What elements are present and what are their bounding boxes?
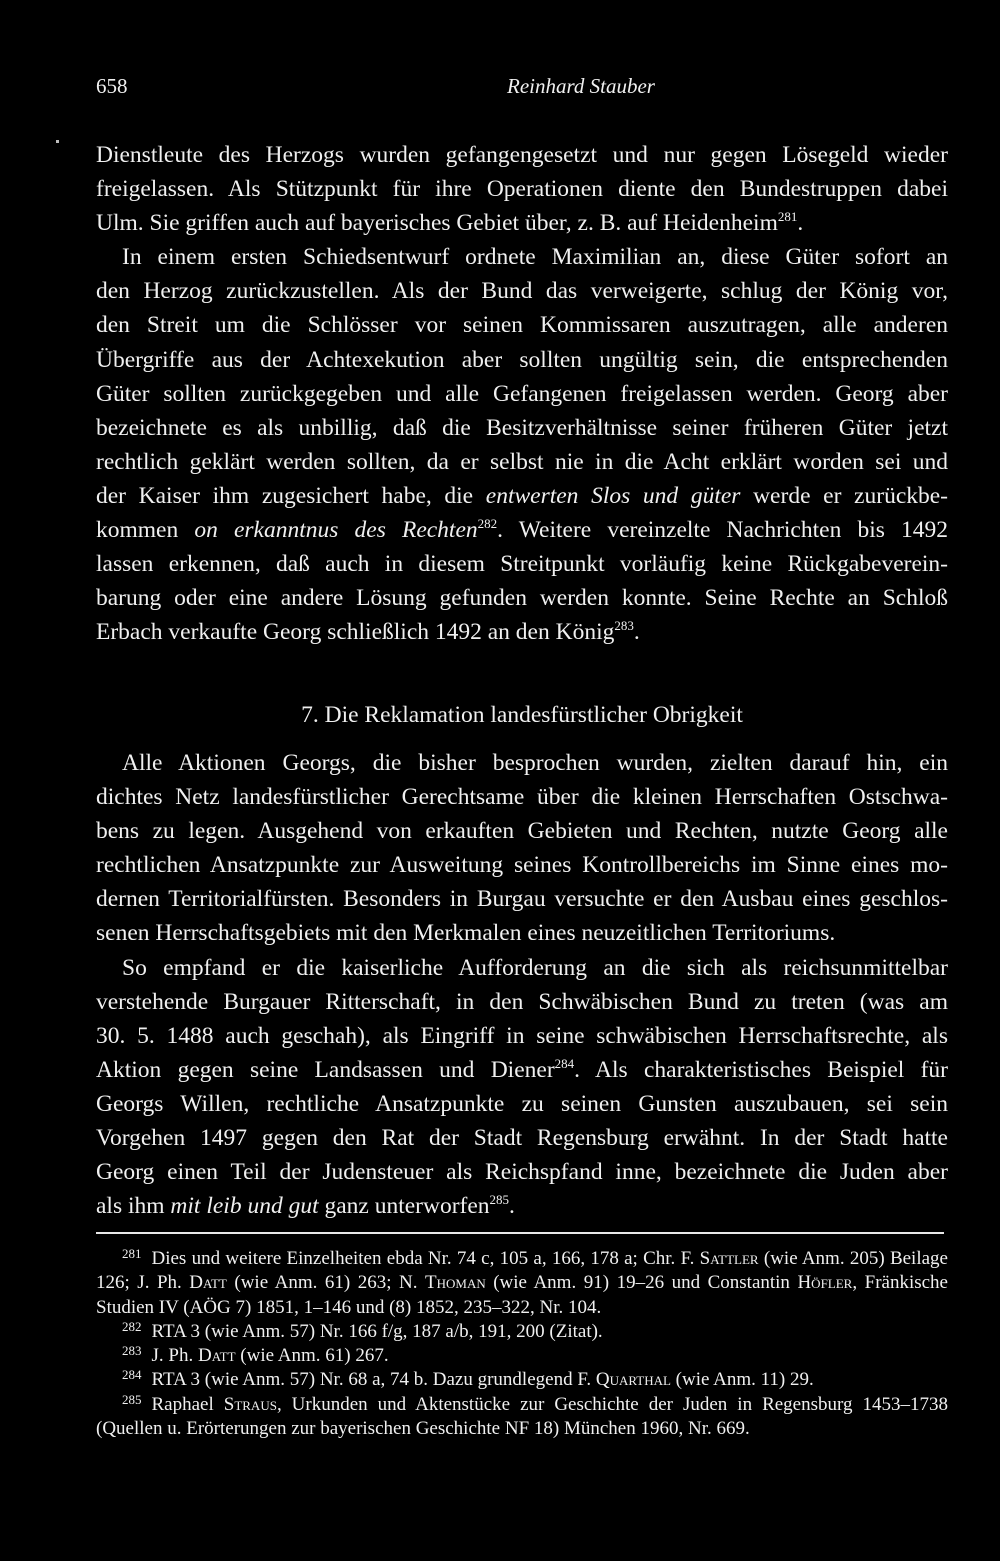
text-run: werde er zurückbe-: [740, 482, 949, 509]
footnote-text: , Fränkische Studien IV (AÖG 7) 1851, 1–146 und (8) 1852, 235–322, Nr. 104.: [96, 1272, 948, 1318]
page-number: 658: [96, 74, 128, 98]
scan-speck: [56, 140, 59, 143]
footnote-text: Dies und weitere Einzelheiten ebda Nr. 74 c, 105 a, 166, 178 a; Chr. F.: [151, 1248, 700, 1269]
author-name: Thoman: [425, 1272, 486, 1294]
text-line: Vorgehen 1497 gegen den Rat der Stadt Regensburg erwähnt. In der Stadt hatte: [96, 1125, 948, 1152]
author-name: Höfler: [797, 1272, 853, 1294]
footnote-text: (wie Anm. 61) 267.: [235, 1345, 389, 1367]
paragraph-1: [96, 138, 948, 240]
text-line: bens zu legen. Ausgehend von erkauften Gebieten und Rechten, nutzte Georg alle: [96, 818, 948, 845]
footnotes: [96, 1247, 948, 1441]
text-line: rechtlichen Ansatzpunkte zur Ausweitung seines Kontrollbereichs im Sinne eines mo-: [96, 852, 948, 879]
text-run: .: [797, 210, 804, 237]
footnote-282: 282 RTA 3 (wie Anm. 57) Nr. 166 f/g, 187 a/b, 191, 200 (Zitat).: [122, 1318, 603, 1342]
footnote-text: (wie Anm. 11) 29.: [670, 1369, 814, 1391]
author-name: Datt: [197, 1345, 236, 1367]
footnote-text: , Urkunden und Aktenstücke zur Geschichte der Juden in Regensburg 1453–1738 (Quellen u. Erörterungen zur bayerischen Geschichte NF 18) München 1960, Nr. 669.: [96, 1393, 948, 1440]
text-line: Güter sollten zurückgegeben und alle Gefangenen freigelassen werden. Georg aber: [96, 380, 948, 407]
author-name: Sattler: [699, 1248, 759, 1269]
footnote-text: J. Ph.: [151, 1345, 198, 1367]
footnote-text: (wie Anm. 205) Beilage 126; J. Ph.: [96, 1248, 948, 1294]
footnote-text: (wie Anm. 91) 19–26 und Constantin: [485, 1272, 798, 1294]
footnote-text: (wie Anm. 61) 263; N.: [226, 1272, 425, 1294]
text-line: In einem ersten Schiedsentwurf ordnete Maximilian an, diese Güter sofort an: [122, 244, 948, 271]
footnote-text: RTA 3 (wie Anm. 57) Nr. 68 a, 74 b. Dazu grundlegend F.: [151, 1369, 596, 1391]
footnote-284: 284 RTA 3 (wie Anm. 57) Nr. 68 a, 74 b. Dazu grundlegend F. Quarthal (wie Anm. 11) 29.: [122, 1367, 814, 1391]
paragraph-4: [96, 951, 948, 1224]
text-line: dernen Territorialfürsten. Besonders in Burgau versuchte er den Ausbau eines geschlos-: [96, 886, 948, 913]
footnote-ref-282[interactable]: 282: [477, 516, 498, 532]
text-line: dichtes Netz landesfürstlicher Gerechtsame über die kleinen Herrschaften Ostschwa-: [96, 784, 948, 811]
text-line: barung oder eine andere Lösung gefunden werden konnte. Seine Rechte an Schloß: [96, 585, 948, 612]
text-run: Aktion gegen seine Landsassen und Diener: [96, 1056, 555, 1083]
author-name: Quarthal: [595, 1369, 671, 1391]
footnote-text: RTA 3 (wie Anm. 57) Nr. 166 f/g, 187 a/b, 191, 200 (Zitat).: [151, 1320, 603, 1342]
text-line: [96, 513, 948, 547]
footnote-ref-284[interactable]: 284: [554, 1055, 575, 1071]
body-text-bottom: [96, 746, 948, 1223]
quotation-italic: mit leib und gut: [170, 1193, 319, 1220]
footnote-text: Raphael: [151, 1393, 224, 1415]
text-line: [96, 615, 948, 649]
text-line: rechtlich geklärt werden sollten, da er selbst nie in die Acht erklärt worden sei und: [96, 448, 948, 475]
text-line: Übergriffe aus der Achtexekution aber sollten ungültig sein, die entsprechenden: [96, 346, 948, 373]
text-run: Erbach verkaufte Georg schließlich 1492 an den König: [96, 619, 615, 646]
text-line: freigelassen. Als Stützpunkt für ihre Operationen diente den Bundestruppen dabei: [96, 176, 948, 203]
text-run: ganz unterworfen: [318, 1193, 490, 1220]
text-run: kommen: [96, 517, 195, 544]
quotation-italic: entwerten Slos und güter: [485, 482, 741, 509]
text-run: .: [509, 1193, 515, 1220]
text-line: [96, 479, 948, 513]
text-run: als ihm: [96, 1193, 171, 1220]
footnote-divider: [96, 1232, 944, 1234]
paragraph-3: [96, 746, 948, 951]
text-line: 30. 5. 1488 auch geschah), als Eingriff in seine schwäbischen Herrschaftsrechte, als: [96, 1022, 948, 1049]
paragraph-2: [96, 240, 948, 649]
footnote-ref-285[interactable]: 285: [489, 1192, 510, 1208]
text-line: senen Herrschaftsgebiets mit den Merkmalen eines neuzeitlichen Territoriums.: [96, 920, 836, 947]
running-head: Reinhard Stauber: [507, 74, 655, 98]
text-run: . Als charakteristisches Beispiel für: [574, 1056, 948, 1083]
text-run: Ulm. Sie griffen auch auf bayerisches Gebiet über, z. B. auf Heidenheim: [96, 210, 778, 237]
text-line: [96, 206, 948, 240]
text-line: [96, 1053, 948, 1087]
footnote-281: 281 Dies und weitere Einzelheiten ebda Nr. 74 c, 105 a, 166, 178 a; Chr. F. Sattler (wie Anm. 205) Beilage 126; J. Ph. Datt (wie Anm. 61) 263; N. Thoman (wie Anm. 91) 19–26 und Constantin Höfler, Fränkische Studien IV (AÖG 7) 1851, 1–146 und (8) 1852, 235–322, Nr. 104.: [96, 1246, 948, 1318]
section-heading: 7. Die Reklamation landesfürstlicher Obrigkeit: [301, 702, 743, 728]
text-run: der Kaiser ihm zugesichert habe, die: [96, 482, 486, 509]
text-line: Georg einen Teil der Judensteuer als Reichspfand inne, bezeichnete die Juden aber: [96, 1159, 948, 1186]
text-run: . Weitere vereinzelte Nachrichten bis 1492: [497, 517, 948, 544]
page-header: [96, 74, 946, 104]
text-line: [96, 1189, 948, 1223]
text-line: Alle Aktionen Georgs, die bisher besprochen wurden, zielten darauf hin, ein: [122, 750, 948, 776]
author-name: Datt: [189, 1272, 227, 1294]
quotation-italic: on erkanntnus des Rechten: [194, 517, 478, 544]
text-run: .: [633, 619, 640, 646]
text-line: verstehende Burgauer Ritterschaft, in den Schwäbischen Bund zu treten (was am: [96, 988, 948, 1015]
footnote-283: 283 J. Ph. Datt (wie Anm. 61) 267.: [122, 1343, 389, 1367]
text-line: den Streit um die Schlösser vor seinen Kommissaren auszutragen, alle anderen: [96, 312, 948, 339]
text-line: So empfand er die kaiserliche Aufforderung an die sich als reichsunmittelbar: [122, 954, 948, 981]
text-line: Georgs Willen, rechtliche Ansatzpunkte zu seinen Gunsten auszubauen, sei sein: [96, 1090, 948, 1117]
body-text-top: [96, 138, 948, 649]
text-line: lassen erkennen, daß auch in diesem Streitpunkt vorläufig keine Rückgabeverein-: [96, 551, 948, 578]
text-line: den Herzog zurückzustellen. Als der Bund das verweigerte, schlug der König vor,: [96, 278, 948, 305]
author-name: Straus: [223, 1393, 277, 1415]
footnote-285: 285 Raphael Straus, Urkunden und Aktenstücke zur Geschichte der Juden in Regensburg 1453–1738 (Quellen u. Erörterungen zur bayerischen Geschichte NF 18) München 1960, Nr. 669.: [96, 1391, 948, 1440]
text-line: bezeichnete es als unbillig, daß die Besitzverhältnisse seiner früheren Güter jetzt: [96, 414, 948, 441]
text-line: Dienstleute des Herzogs wurden gefangengesetzt und nur gegen Lösegeld wieder: [96, 142, 948, 168]
footnote-ref-283[interactable]: 283: [614, 618, 634, 634]
footnote-ref-281[interactable]: 281: [777, 209, 798, 225]
